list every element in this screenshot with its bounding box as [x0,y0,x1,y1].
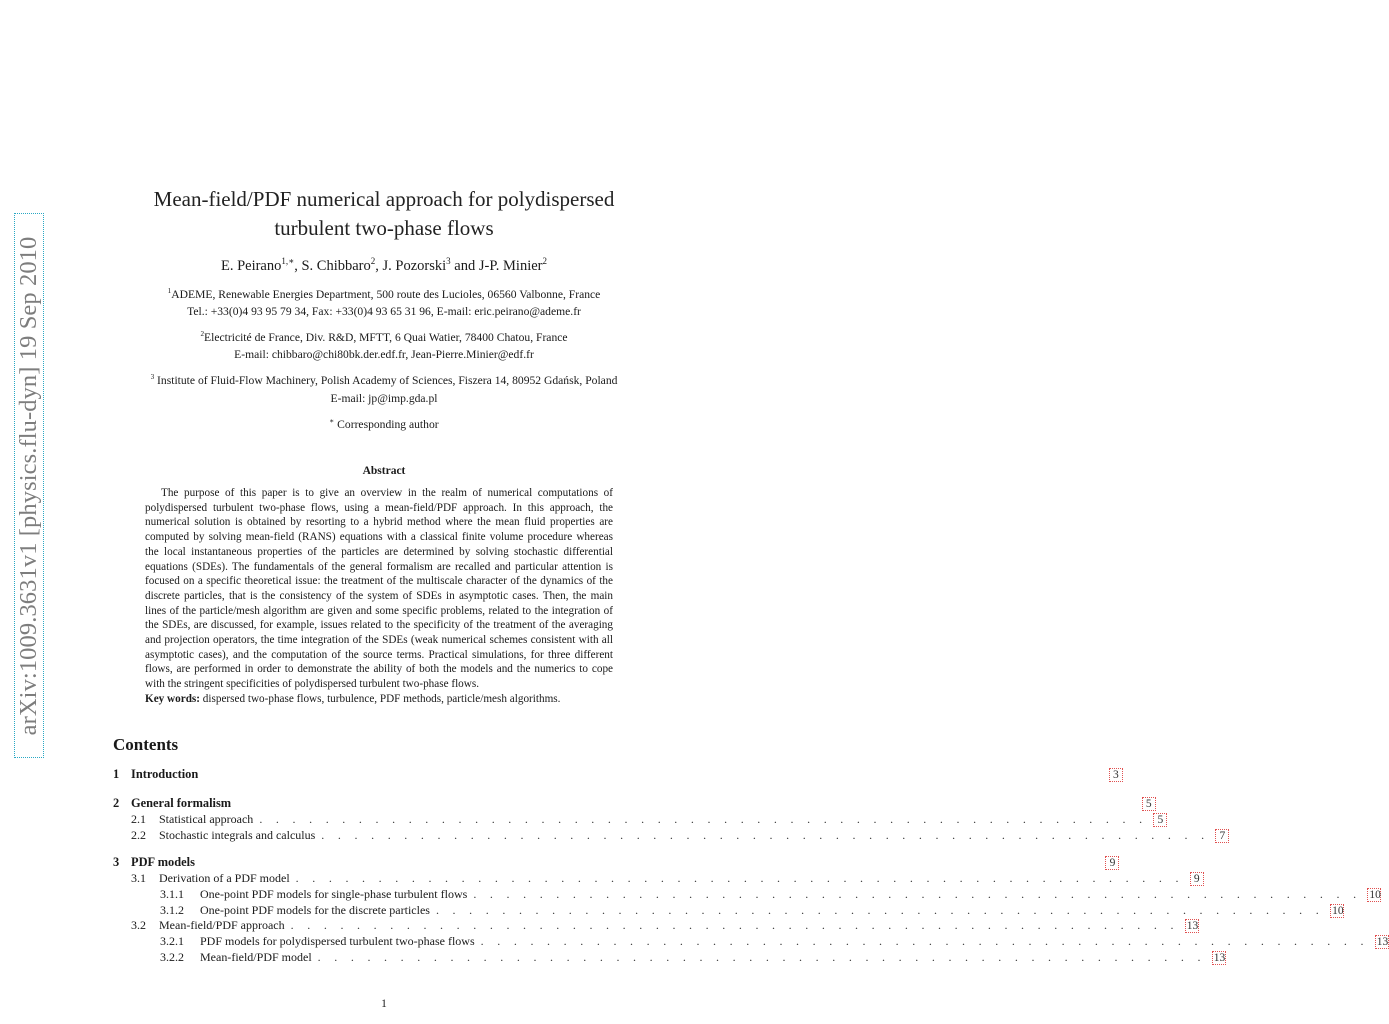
toc-entry-number: 3.1 [131,871,146,885]
toc-leader-dots: . . . . . . . . . . . . . . . . . . . . . . . . . . . . . . . . . . . . . . . . . . . . . . . . . . . . . . [480,934,1369,948]
toc-page-link[interactable]: 5 [1153,813,1167,827]
toc-page-link[interactable]: 10 [1369,889,1381,901]
abstract-heading: Abstract [362,465,406,477]
affiliation-3-line-2: E-mail: jp@imp.gda.pl [330,392,438,405]
author-peirano: E. Peirano [220,258,282,274]
affiliation-3-text: Institute of Fluid-Flow Machinery, Polish Academy of Sciences, Fiszera 14, 80952 Gdańsk, Poland [154,374,618,387]
toc-page-link[interactable]: 5 [1142,797,1156,811]
author-list [0,258,768,275]
toc-entry-number: 2.1 [131,812,146,826]
affiliation-2-text: Electricité de France, Div. R&D, MFTT, 6 Quai Watier, 78400 Chatou, France [204,331,568,344]
abstract-text: The purpose of this paper is to give an overview in the realm of numerical computations of polydispersed turbulent two-phase flows, using a mean-field/PDF approach. In this approach, the numerical solution is obtained by resorting to a hybrid method where the mean fluid properties are computed by solving mean-field (RANS) equations with a classical finite volume procedure whereas the local instantaneous properties of the particles are determined by solving stochastic differential equations (SDEs). The fundamentals of the general formalism are recalled and particular attention is focused on a specific theoretical issue: the treatment of the multiscale character of the dynamics of the discrete particles, that is the consistency of the system of SDEs in asymptotic cases. Then, the main lines of the particle/mesh algorithm are given and some specific problems, related to the integration of the SDEs, are discussed, for example, issues related to the specificity of the treatment of the averaging and projection operators, the time integration of the SDEs (weak numerical schemes consistent with all asymptotic cases), and the computation of the source terms. Practical simulations, for three different flows, are performed in order to demonstrate the ability of both the models and the numerics to cope with the stringent specificities of polydispersed turbulent two-phase flows. [145,487,613,691]
author-pozorski: , J. Pozorski [375,258,447,274]
author-minier-mark: 2 [542,256,548,267]
page-number: 1 [381,998,387,1010]
arxiv-identifier: arXiv:1009.3631v1 [physics.flu-dyn] 19 Sep 2010 [15,236,42,735]
toc-leader-dots: . . . . . . . . . . . . . . . . . . . . . . . . . . . . . . . . . . . . . . . . . . . . . . . . . . . . . . [321,828,1210,842]
author-pozorski-mark: 3 [446,256,451,267]
affiliation-1-mark: 1 [167,287,172,296]
toc-entry-number: 3.2.1 [160,934,184,948]
paper-title-line-2: turbulent two-phase flows [274,216,494,240]
abstract-section [145,486,613,707]
toc-page-link[interactable]: 13 [1213,952,1226,964]
toc-entry[interactable] [113,767,1119,782]
affiliation-1-text: ADEME, Renewable Energies Department, 500 route des Lucioles, 06560 Valbonne, France [171,288,601,301]
toc-entry-title: Introduction [131,767,199,781]
affiliation-1-line-1 [0,288,768,301]
toc-entry[interactable] [160,950,1226,965]
toc-entry-title: PDF models [131,855,195,869]
toc-entry[interactable] [160,934,1389,949]
affiliation-2-mark: 2 [200,330,205,339]
affiliation-2-line-2: E-mail: chibbaro@chi80bk.der.edf.fr, Jean-Pierre.Minier@edf.fr [234,348,534,361]
toc-entry-number: 3.2 [131,918,146,932]
toc-entry-number: 3 [113,855,120,869]
corresponding-author-note [0,418,768,431]
toc-entry-title: Derivation of a PDF model [159,871,290,885]
author-minier: and J-P. Minier [450,258,543,274]
toc-page-link[interactable]: 7 [1215,829,1229,843]
toc-leader-dots: . . . . . . . . . . . . . . . . . . . . . . . . . . . . . . . . . . . . . . . . . . . . . . . . . . . . . . [290,918,1179,932]
toc-page-link[interactable]: 9 [1105,856,1119,870]
toc-entry[interactable] [131,871,1200,886]
toc-leader-dots: . . . . . . . . . . . . . . . . . . . . . . . . . . . . . . . . . . . . . . . . . . . . . . . . . . . . . . [295,871,1184,885]
corresponding-mark: ∗ [329,417,335,426]
toc-entry-number: 1 [113,767,120,781]
affiliation-2-line-1 [0,331,768,344]
toc-entry-number: 3.1.1 [160,887,184,901]
keywords-label: Key words: [145,692,200,705]
toc-entry-title: Mean-field/PDF model [200,950,312,964]
toc-page-link[interactable]: 13 [1186,920,1199,932]
toc-entry-title: One-point PDF models for single-phase turbulent flows [200,887,468,901]
toc-leader-dots: . . . . . . . . . . . . . . . . . . . . . . . . . . . . . . . . . . . . . . . . . . . . . . . . . . . . . . [473,887,1362,901]
toc-entry-title: Statistical approach [159,812,254,826]
toc-entry-number: 2.2 [131,828,146,842]
toc-page-link[interactable]: 10 [1332,905,1344,917]
toc-leader-dots: . . . . . . . . . . . . . . . . . . . . . . . . . . . . . . . . . . . . . . . . . . . . . . . . . . . . . . [259,812,1148,826]
toc-entry[interactable] [131,828,1226,843]
toc-entry[interactable] [113,855,1116,870]
contents-heading: Contents [113,735,179,754]
toc-entry-number: 2 [113,796,120,810]
toc-entry[interactable] [131,812,1164,827]
toc-entry-title: One-point PDF models for the discrete particles [200,903,430,917]
keywords [145,692,613,707]
affiliation-3-line-1 [0,374,768,387]
affiliation-3-mark: 3 [150,373,155,382]
toc-entry[interactable] [160,887,1381,902]
keywords-text: dispersed two-phase flows, turbulence, PDF methods, particle/mesh algorithms. [200,692,561,705]
author-chibbaro: , S. Chibbaro [294,258,371,274]
toc-entry[interactable] [131,918,1199,933]
corresponding-author-text: Corresponding author [334,418,439,431]
author-peirano-mark: 1,∗ [281,256,295,267]
toc-entry[interactable] [113,796,1152,811]
toc-entry-title: PDF models for polydispersed turbulent two-phase flows [200,934,475,948]
toc-page-link[interactable]: 3 [1109,768,1123,782]
affiliation-1-line-2: Tel.: +33(0)4 93 95 79 34, Fax: +33(0)4 93 65 31 96, E-mail: eric.peirano@ademe.fr [187,305,581,318]
toc-page-link[interactable]: 13 [1376,936,1389,948]
toc-leader-dots: . . . . . . . . . . . . . . . . . . . . . . . . . . . . . . . . . . . . . . . . . . . . . . . . . . . . . . [317,950,1206,964]
toc-leader-dots: . . . . . . . . . . . . . . . . . . . . . . . . . . . . . . . . . . . . . . . . . . . . . . . . . . . . . . [435,903,1325,917]
toc-entry-title: Mean-field/PDF approach [159,918,285,932]
toc-entry[interactable] [160,903,1344,918]
paper-title-line-1: Mean-field/PDF numerical approach for polydispersed [153,187,615,211]
author-chibbaro-mark: 2 [370,256,376,267]
toc-entry-number: 3.1.2 [160,903,184,917]
toc-entry-title: General formalism [131,796,232,810]
toc-page-link[interactable]: 9 [1190,872,1204,886]
toc-entry-title: Stochastic integrals and calculus [159,828,316,842]
toc-entry-number: 3.2.2 [160,950,184,964]
